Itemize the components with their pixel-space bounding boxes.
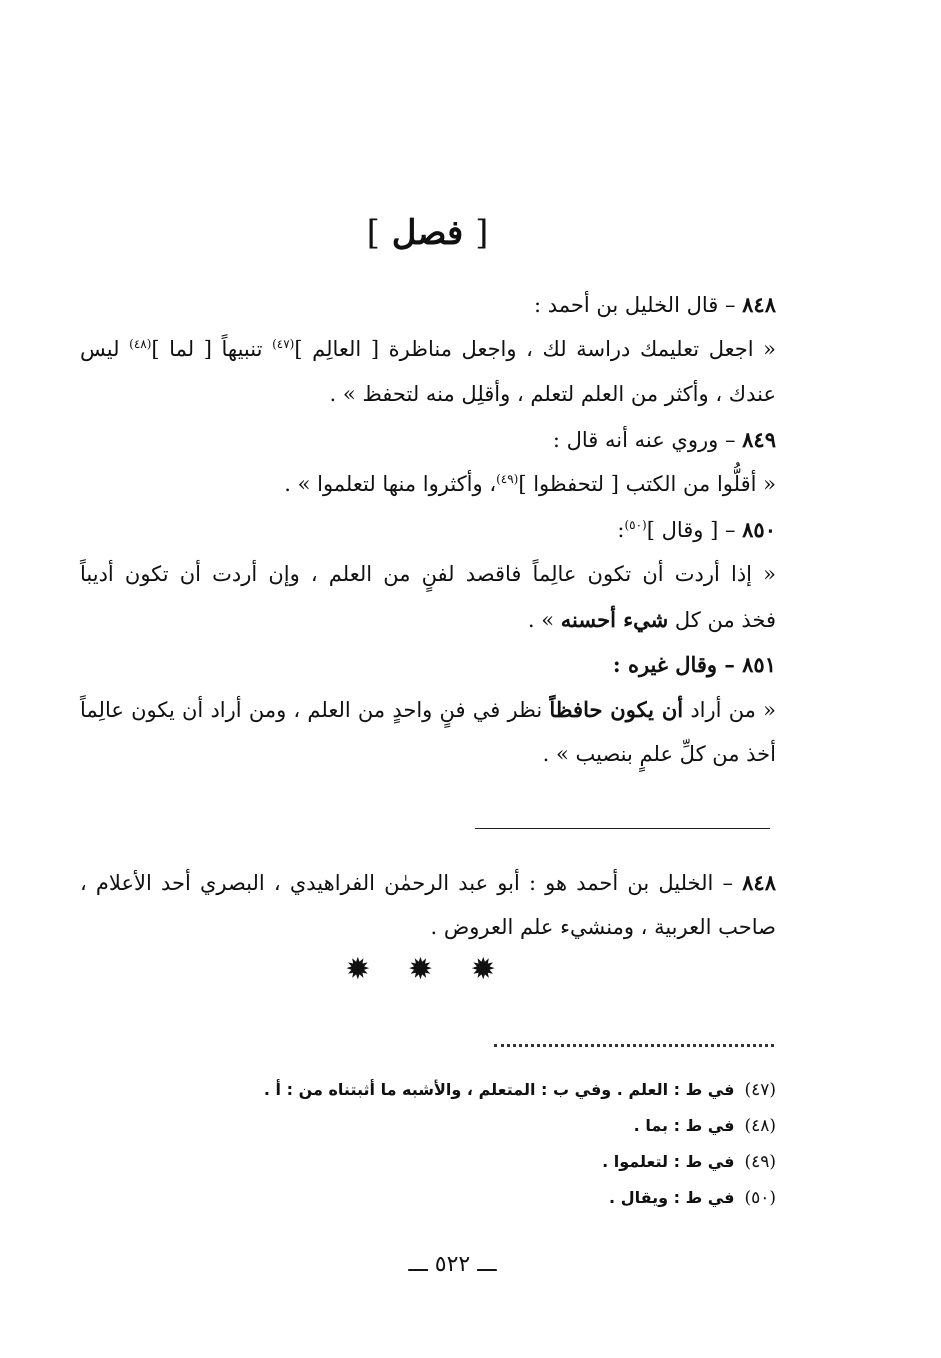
footnote <box>120 1108 776 1144</box>
footnote <box>120 1072 776 1108</box>
commentary-text: – الخليل بن أحمد هو : أبو عبد الرحمٰن الفراهيدي ، البصري أحد الأعلام ، <box>80 871 733 895</box>
footnote-number: (٤٨) <box>744 1116 776 1136</box>
section-divider <box>475 828 770 829</box>
quote-text: « من أراد <box>690 698 776 722</box>
entry-848-quote-line1 <box>80 327 776 372</box>
commentary-line1 <box>80 860 776 905</box>
quote-text: فخذ من كل <box>674 608 776 632</box>
entry-number: ٨٤٩ <box>742 427 776 452</box>
entry-850-quote-line1: « إذا أردت أن تكون عالِماً فاقصد لفنٍ من العلم ، وإن أردت أن تكون أديباً <box>80 562 776 586</box>
quote-emphasis: أن يكون حافظاً <box>549 697 684 722</box>
quote-text: ، وأكثروا منها لتعلموا » . <box>284 472 497 496</box>
entry-number: ٨٥٠ <box>742 517 776 542</box>
section-title-text: فصل <box>391 213 464 253</box>
entry-849-heading <box>80 417 776 462</box>
footnote-text: في ط : العلم . وفي ب : المتعلم ، والأشبه ما أثبتناه من : أ . <box>263 1080 735 1099</box>
entry-848-heading <box>80 282 776 327</box>
footnote-text: في ط : لتعلموا . <box>602 1152 735 1171</box>
footnote-divider <box>494 1044 774 1047</box>
footnote-number: (٤٩) <box>744 1152 776 1172</box>
entry-851-quote-line1 <box>80 687 776 732</box>
commentary <box>80 860 776 950</box>
entry-849-quote <box>80 462 776 507</box>
footnote-ref: (٤٧) <box>272 337 295 351</box>
footnote <box>120 1180 776 1216</box>
footnote-text: في ط : بما . <box>633 1116 735 1135</box>
entry-851-heading <box>80 642 776 687</box>
page-number: ـــ ٥٢٢ ـــ <box>408 1252 497 1277</box>
footnote <box>120 1144 776 1180</box>
entry-number: ٨٤٨ <box>742 292 776 317</box>
entry-851-quote-line2: أخذ من كلِّ علمٍ بنصيب » . <box>542 742 776 766</box>
main-text <box>80 282 776 777</box>
quote-text: » . <box>527 608 555 632</box>
entry-intro: – وروي عنه أنه قال : <box>552 428 736 452</box>
entry-850-heading <box>80 507 776 552</box>
footnote-ref: (٤٨) <box>129 337 152 351</box>
quote-text: « أقلُّوا من الكتب [ لتحفظوا ] <box>518 472 776 496</box>
entry-848-quote-line2: عندك ، وأكثر من العلم لتعلم ، وأقلِل منه لتحفظ » . <box>329 382 776 406</box>
bracket-close: ] <box>366 213 380 253</box>
footnote-ref: (٥٠) <box>624 518 647 532</box>
quote-text: تنبيهاً [ لما ] <box>151 337 273 361</box>
footnotes <box>120 1072 776 1216</box>
colon: : <box>617 518 625 542</box>
quote-text: نظر في فنٍ واحدٍ من العلم ، ومن أراد أن يكون عالِماً <box>80 698 543 722</box>
entry-intro: – [ وقال ] <box>646 518 736 542</box>
commentary-line2: صاحب العربية ، ومنشيء علم العروض . <box>430 915 776 939</box>
entry-850-quote-line2 <box>80 597 776 642</box>
section-title <box>0 208 855 258</box>
footnote-number: (٤٧) <box>744 1080 776 1100</box>
ornament-stars: ✹ ✹ ✹ <box>345 952 510 987</box>
footnote-number: (٥٠) <box>744 1188 776 1208</box>
footnote-ref: (٤٩) <box>496 472 519 486</box>
entry-intro: – وقال غيره : <box>612 652 735 677</box>
bracket-open: [ <box>475 213 489 253</box>
entry-intro: – قال الخليل بن أحمد : <box>534 293 736 317</box>
entry-number: ٨٤٨ <box>742 870 776 895</box>
quote-text: « اجعل تعليمك دراسة لك ، واجعل مناظرة [ العالِم ] <box>294 337 777 361</box>
quote-emphasis: شيء أحسنه <box>560 607 669 632</box>
entry-number: ٨٥١ <box>742 652 776 677</box>
quote-text: ليس <box>80 337 130 361</box>
footnote-text: في ط : ويقال . <box>609 1188 735 1207</box>
